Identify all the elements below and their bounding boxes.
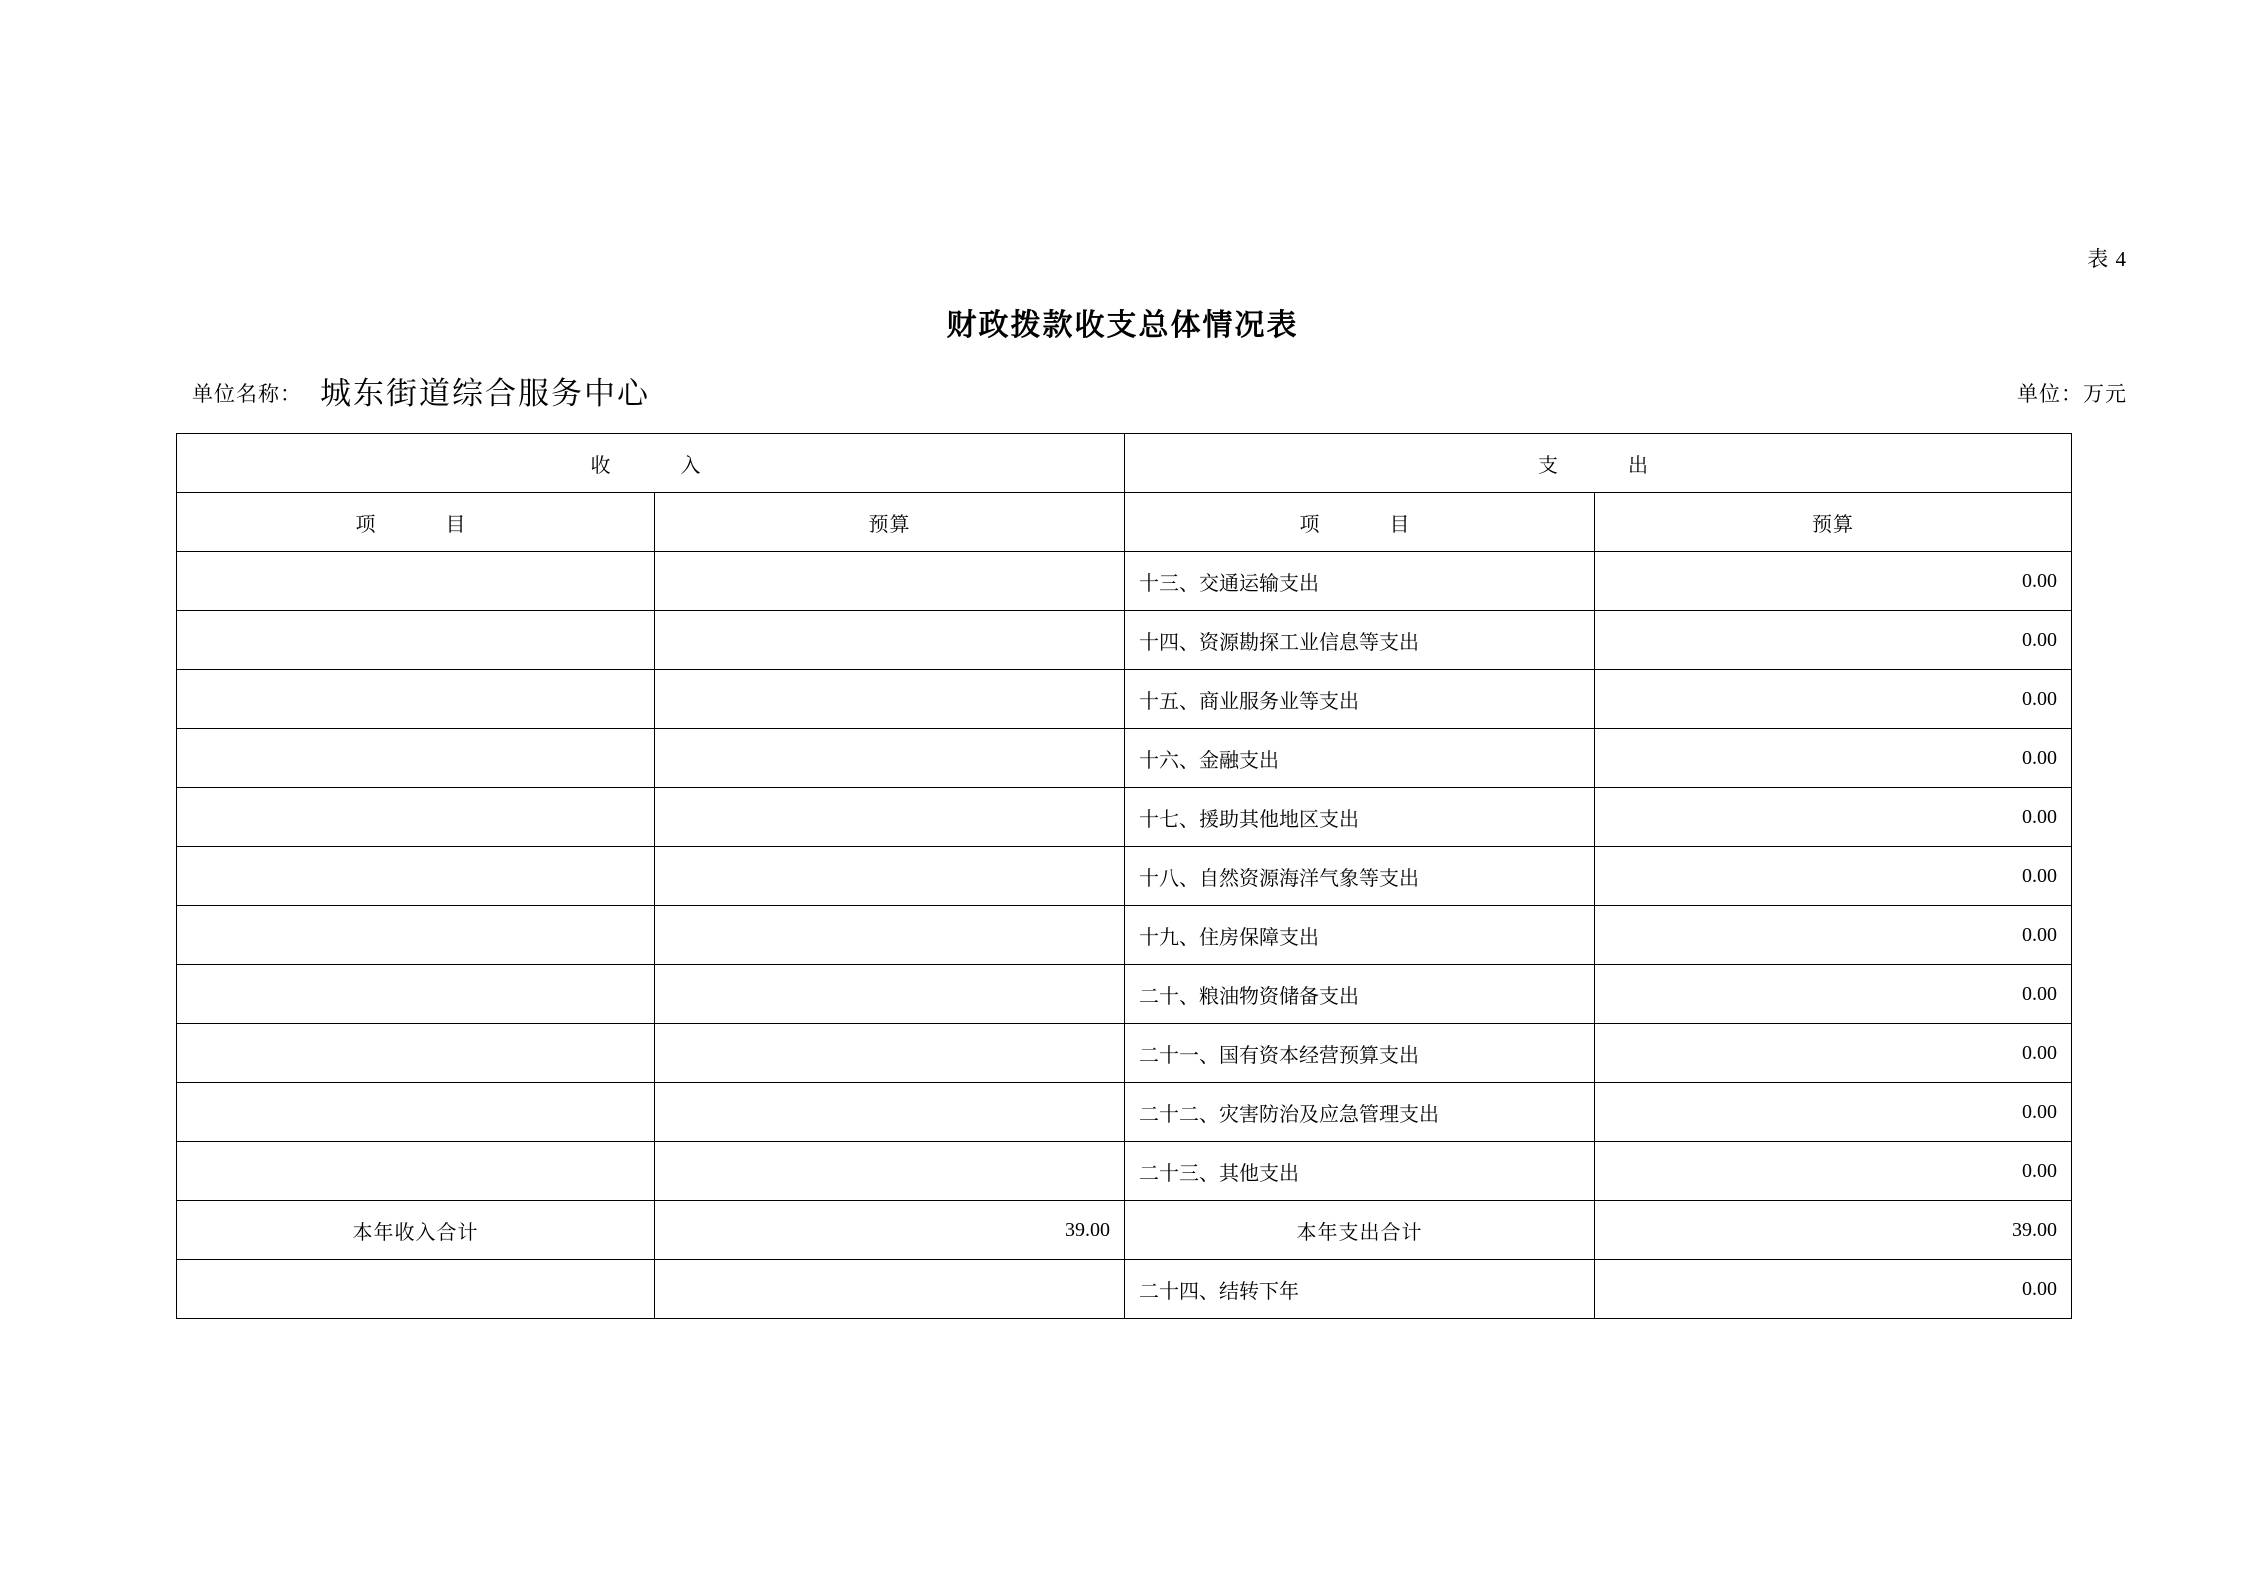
header-income-group: 收 入 xyxy=(177,434,1125,493)
header-income-item: 项 目 xyxy=(177,493,655,552)
table-row xyxy=(177,729,2072,788)
expense-budget: 0.00 xyxy=(1595,965,2072,1024)
table-row xyxy=(177,670,2072,729)
expense-budget: 0.00 xyxy=(1595,611,2072,670)
income-budget xyxy=(655,788,1125,847)
expense-item: 十七、援助其他地区支出 xyxy=(1125,788,1595,847)
income-item xyxy=(177,1260,655,1319)
table-row xyxy=(177,965,2072,1024)
expense-budget: 0.00 xyxy=(1595,729,2072,788)
expense-item: 二十三、其他支出 xyxy=(1125,1142,1595,1201)
expense-item: 十六、金融支出 xyxy=(1125,729,1595,788)
unit-name-value: 城东街道综合服务中心 xyxy=(320,376,650,411)
table-row xyxy=(177,1024,2072,1083)
income-budget xyxy=(655,1260,1125,1319)
income-item xyxy=(177,552,655,611)
expense-budget: 0.00 xyxy=(1595,906,2072,965)
income-budget xyxy=(655,906,1125,965)
expense-total-budget: 39.00 xyxy=(1595,1201,2072,1260)
table-row-total xyxy=(177,1201,2072,1260)
expense-budget: 0.00 xyxy=(1595,847,2072,906)
unit-name-label: 单位名称： xyxy=(192,382,302,406)
expense-item: 十九、住房保障支出 xyxy=(1125,906,1595,965)
income-budget xyxy=(655,729,1125,788)
expense-item: 十八、自然资源海洋气象等支出 xyxy=(1125,847,1595,906)
unit-info-row xyxy=(192,370,2127,410)
header-expense-group: 支 出 xyxy=(1125,434,2072,493)
header-expense-item: 项 目 xyxy=(1125,493,1595,552)
table-header-group-row xyxy=(177,434,2072,493)
table-row xyxy=(177,611,2072,670)
expense-budget: 0.00 xyxy=(1595,1024,2072,1083)
income-budget xyxy=(655,1024,1125,1083)
table-row xyxy=(177,552,2072,611)
expense-budget: 0.00 xyxy=(1595,1083,2072,1142)
table-row xyxy=(177,1142,2072,1201)
income-item xyxy=(177,847,655,906)
expense-budget: 0.00 xyxy=(1595,552,2072,611)
expense-item: 二十二、灾害防治及应急管理支出 xyxy=(1125,1083,1595,1142)
income-total-label: 本年收入合计 xyxy=(177,1201,655,1260)
expense-item: 二十一、国有资本经营预算支出 xyxy=(1125,1024,1595,1083)
expense-budget: 0.00 xyxy=(1595,670,2072,729)
income-budget xyxy=(655,611,1125,670)
income-budget xyxy=(655,847,1125,906)
page-title: 财政拨款收支总体情况表 xyxy=(946,309,1299,342)
expense-item: 十三、交通运输支出 xyxy=(1125,552,1595,611)
expense-budget: 0.00 xyxy=(1595,788,2072,847)
income-item xyxy=(177,1142,655,1201)
expense-total-label: 本年支出合计 xyxy=(1125,1201,1595,1260)
income-budget xyxy=(655,1083,1125,1142)
header-income-budget: 预算 xyxy=(655,493,1125,552)
budget-table-body xyxy=(177,434,2072,1319)
income-item xyxy=(177,788,655,847)
expense-item: 二十四、结转下年 xyxy=(1125,1260,1595,1319)
table-row xyxy=(177,788,2072,847)
income-item xyxy=(177,906,655,965)
header-expense-budget: 预算 xyxy=(1595,493,2072,552)
income-budget xyxy=(655,552,1125,611)
income-budget xyxy=(655,670,1125,729)
table-header-sub-row xyxy=(177,493,2072,552)
income-item xyxy=(177,670,655,729)
expense-budget: 0.00 xyxy=(1595,1142,2072,1201)
table-row xyxy=(177,1260,2072,1319)
table-row xyxy=(177,906,2072,965)
income-item xyxy=(177,1024,655,1083)
income-budget xyxy=(655,965,1125,1024)
income-total-budget: 39.00 xyxy=(655,1201,1125,1260)
expense-item: 二十、粮油物资储备支出 xyxy=(1125,965,1595,1024)
income-item xyxy=(177,965,655,1024)
sheet-number: 表 4 xyxy=(2087,247,2127,271)
unit-measure-label: 单位：万元 xyxy=(2017,382,2127,406)
budget-table xyxy=(176,433,2072,1319)
income-item xyxy=(177,729,655,788)
expense-item: 十五、商业服务业等支出 xyxy=(1125,670,1595,729)
income-item xyxy=(177,611,655,670)
income-item xyxy=(177,1083,655,1142)
expense-budget: 0.00 xyxy=(1595,1260,2072,1319)
income-budget xyxy=(655,1142,1125,1201)
table-row xyxy=(177,847,2072,906)
table-row xyxy=(177,1083,2072,1142)
expense-item: 十四、资源勘探工业信息等支出 xyxy=(1125,611,1595,670)
